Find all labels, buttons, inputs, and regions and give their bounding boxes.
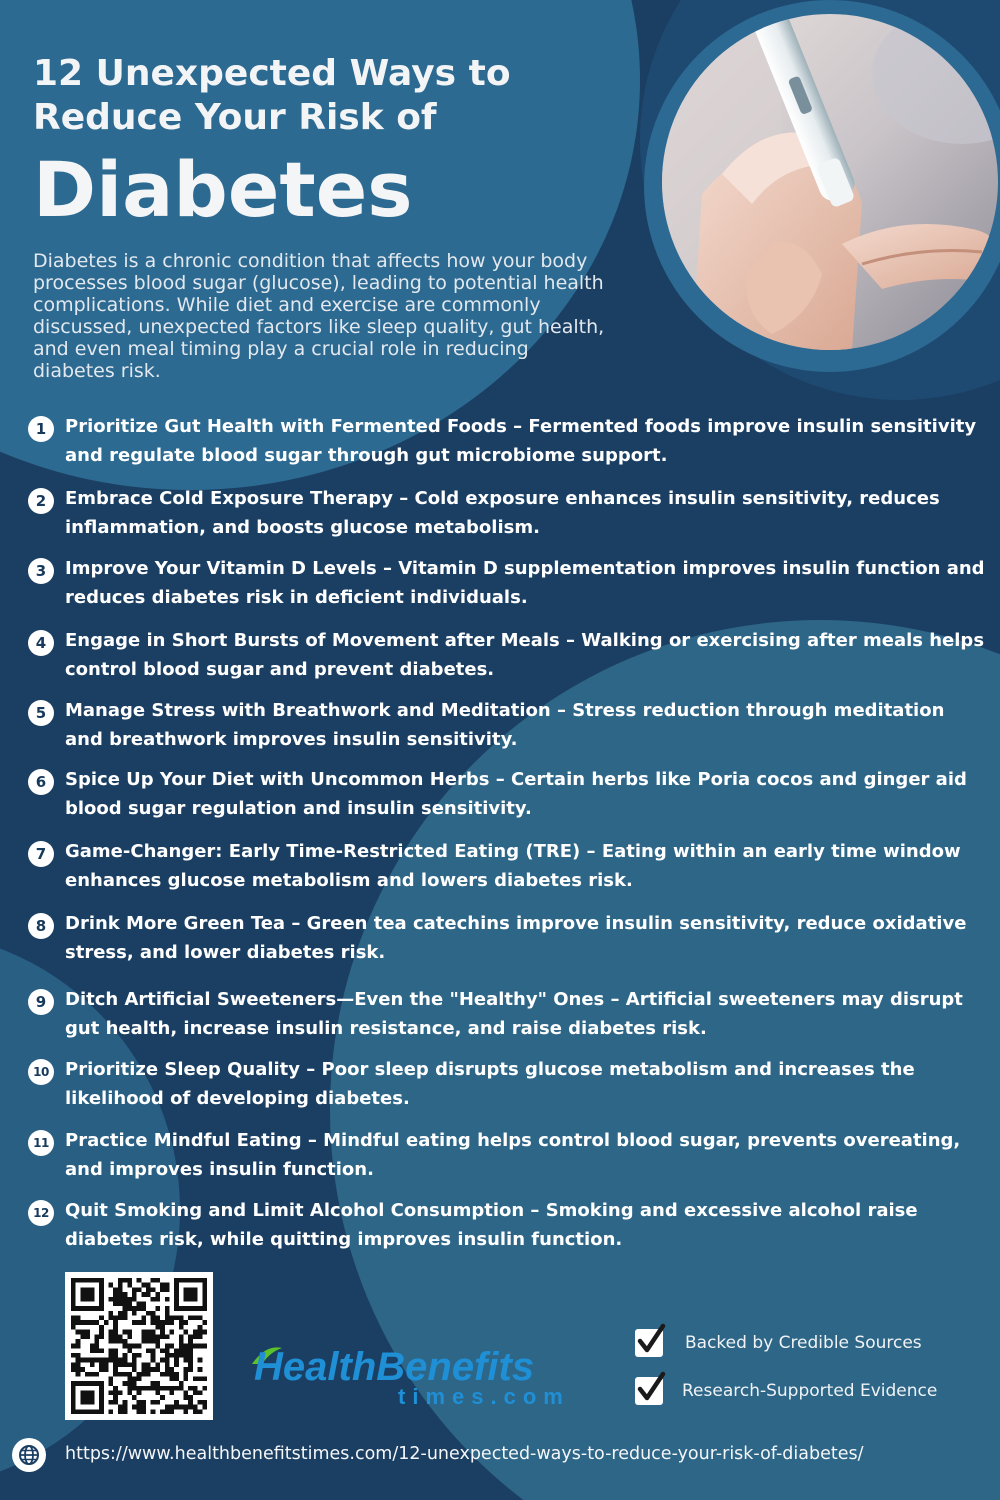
tip-text: Quit Smoking and Limit Alcohol Consumption – Smoking and excessive alcohol raise diabetes risk, while quitting improves insulin function. <box>65 1200 918 1250</box>
glucose-test-photo <box>662 14 998 350</box>
list-item <box>28 484 983 548</box>
number-badge: 7 <box>28 841 54 867</box>
tip-text: Prioritize Gut Health with Fermented Foods – Fermented foods improve insulin sensitivity and regulate blood sugar through gut microbiome support. <box>65 416 977 466</box>
number-badge: 2 <box>28 488 54 514</box>
url-link[interactable]: https://www.healthbenefitstimes.com/12-unexpected-ways-to-reduce-your-risk-of-diabetes/ <box>65 1444 864 1464</box>
title-line-2: Reduce Your Risk of <box>33 97 437 138</box>
list-item <box>28 626 983 690</box>
page-title <box>33 52 633 140</box>
checkbox-icon <box>635 1377 663 1405</box>
list-item <box>28 985 983 1049</box>
list-item <box>28 837 983 901</box>
tip-text: Drink More Green Tea – Green tea catechins improve insulin sensitivity, reduce oxidative stress, and lower diabetes risk. <box>65 913 967 963</box>
list-item <box>28 696 983 760</box>
health-benefits-logo <box>248 1338 593 1410</box>
intro-paragraph: Diabetes is a chronic condition that affects how your body processes blood sugar (glucose), leading to potential health complications. While diet and exercise are commonly discussed, unexpected factors like sleep quality, gut health, and even meal timing play a crucial role in reducing diabetes risk. <box>33 250 605 382</box>
qr-code[interactable] <box>65 1272 213 1420</box>
tip-text: Ditch Artificial Sweeteners—Even the "Healthy" Ones – Artificial sweeteners may disrupt gut health, increase insulin resistance, and raise diabetes risk. <box>65 989 963 1039</box>
number-badge: 6 <box>28 769 54 795</box>
glucose-test-illustration <box>662 14 998 350</box>
list-item <box>28 909 983 973</box>
tip-text: Improve Your Vitamin D Levels – Vitamin D supplementation improves insulin function and reduces diabetes risk in deficient individuals. <box>65 558 985 608</box>
tip-text: Practice Mindful Eating – Mindful eating helps control blood sugar, prevents overeating, and improves insulin function. <box>65 1130 961 1180</box>
number-badge: 9 <box>28 989 54 1015</box>
list-item <box>28 765 983 829</box>
checkmark-icon <box>633 1323 669 1359</box>
number-badge: 8 <box>28 913 54 939</box>
tip-text: Embrace Cold Exposure Therapy – Cold exposure enhances insulin sensitivity, reduces inflammation, and boosts glucose metabolism. <box>65 488 940 538</box>
tip-text: Engage in Short Bursts of Movement after Meals – Walking or exercising after meals helps control blood sugar and prevent diabetes. <box>65 630 985 680</box>
tip-text: Game-Changer: Early Time-Restricted Eating (TRE) – Eating within an early time window enhances glucose metabolism and lowers diabetes risk. <box>65 841 961 891</box>
number-badge: 3 <box>28 558 54 584</box>
number-badge: 12 <box>28 1200 54 1226</box>
site-logo[interactable] <box>248 1338 593 1410</box>
logo-text-health: HealthBenefits <box>254 1345 535 1389</box>
source-url[interactable] <box>12 1436 987 1476</box>
globe-icon <box>12 1438 46 1472</box>
tip-text: Manage Stress with Breathwork and Meditation – Stress reduction through meditation and breathwork improves insulin sensitivity. <box>65 700 945 750</box>
credibility-item <box>633 1373 973 1413</box>
tip-text: Spice Up Your Diet with Uncommon Herbs – Certain herbs like Poria cocos and ginger aid blood sugar regulation and insulin sensitivity. <box>65 769 967 819</box>
globe-glyph <box>12 1438 46 1472</box>
number-badge: 5 <box>28 700 54 726</box>
checkmark-icon <box>633 1371 669 1407</box>
credibility-item <box>633 1325 973 1365</box>
logo-text-times: times.com <box>398 1384 570 1409</box>
list-item <box>28 412 983 476</box>
check-label: Backed by Credible Sources <box>685 1333 922 1353</box>
number-badge: 11 <box>28 1130 54 1156</box>
number-badge: 4 <box>28 630 54 656</box>
checkbox-icon <box>635 1329 663 1357</box>
list-item <box>28 1196 983 1260</box>
check-label: Research-Supported Evidence <box>682 1381 938 1401</box>
list-item <box>28 1126 983 1190</box>
qr-code-icon <box>71 1278 207 1414</box>
tip-text: Prioritize Sleep Quality – Poor sleep disrupts glucose metabolism and increases the likelihood of developing diabetes. <box>65 1059 915 1109</box>
title-line-1: 12 Unexpected Ways to <box>33 53 511 94</box>
page-title-highlight: Diabetes <box>33 145 413 234</box>
list-item <box>28 554 983 618</box>
number-badge: 1 <box>28 416 54 442</box>
list-item <box>28 1055 983 1119</box>
number-badge: 10 <box>28 1059 54 1085</box>
